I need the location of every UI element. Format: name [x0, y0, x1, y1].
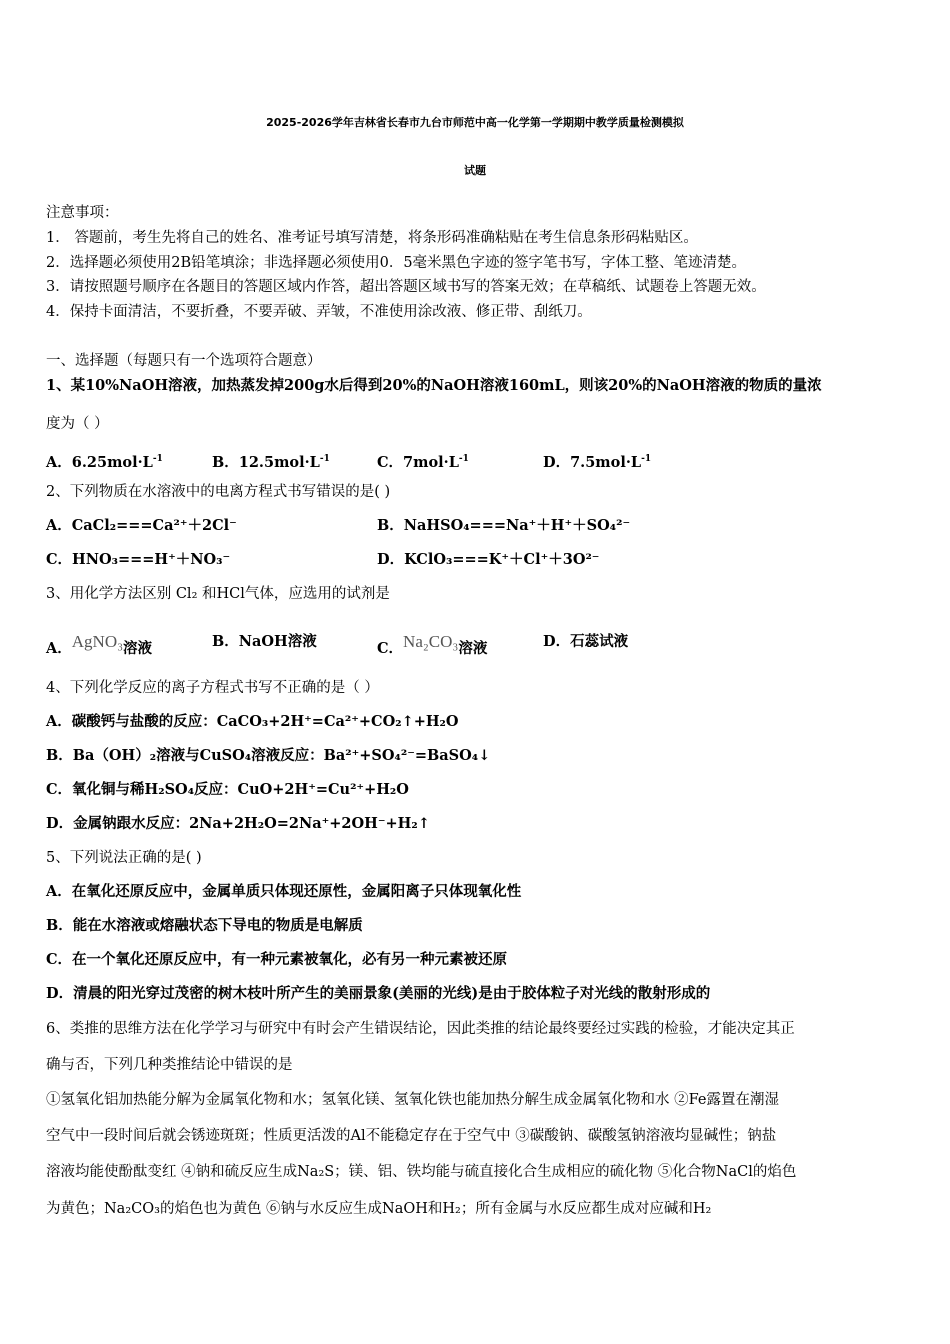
question-1-option-a: A．$6.25mol\cdot L^{-1}$ [46, 454, 163, 471]
question-6-statements: 空气中一段时间后就会锈迹斑斑；性质更活泼的Al不能稳定存在于空气中 ③碳酸钠、碳酸氢钠溶液均显碱性；钠盐 [46, 1128, 777, 1144]
question-5-stem: 5、下列说法正确的是( ) [46, 850, 202, 866]
question-2-option-d: D．KClO₃===K⁺＋Cl⁺＋3O²⁻ [377, 551, 600, 568]
notice-item: 4．保持卡面清洁，不要折叠，不要弄破、弄皱，不准使用涂改液、修正带、刮纸刀。 [46, 304, 592, 320]
notice-item: 3．请按照题号顺序在各题目的答题区域内作答，超出答题区域书写的答案无效；在草稿纸、试题卷上答题无效。 [46, 279, 766, 295]
question-5-option-b: B．能在水溶液或熔融状态下导电的物质是电解质 [46, 917, 363, 934]
question-2-option-b: B．NaHSO₄===Na⁺＋H⁺＋SO₄²⁻ [377, 517, 631, 534]
question-6-statements: ①氢氧化铝加热能分解为金属氧化物和水；氢氧化镁、氢氧化铁也能加热分解生成金属氧化物和水 ②Fe露置在潮湿 [46, 1092, 779, 1108]
notice-item: 1． 答题前，考生先将自己的姓名、准考证号填写清楚，将条形码准确粘贴在考生信息条形码粘贴区。 [46, 230, 698, 246]
section-heading: 一、选择题（每题只有一个选项符合题意） [46, 353, 322, 369]
question-5-option-c: C．在一个氧化还原反应中，有一种元素被氧化，必有另一种元素被还原 [46, 951, 508, 968]
question-5-option-a: A．在氧化还原反应中，金属单质只体现还原性，金属阳离子只体现氧化性 [46, 883, 522, 900]
question-4-option-d: D．金属钠跟水反应：2Na+2H₂O=2Na⁺+2OH⁻+H₂↑ [46, 815, 430, 832]
question-1-option-d: D．$7.5mol\cdot L^{-1}$ [543, 454, 652, 471]
question-2-stem: 2、下列物质在水溶液中的电离方程式书写错误的是( ) [46, 484, 391, 500]
question-3-stem: 3、用化学方法区别 Cl₂ 和HCl气体，应选用的试剂是 [46, 586, 390, 602]
question-3-option-d: D．石蕊试液 [543, 633, 629, 650]
question-1-stem-cont: 度为（ ） [46, 416, 109, 432]
question-4-option-a: A．碳酸钙与盐酸的反应：CaCO₃+2H⁺=Ca²⁺+CO₂↑+H₂O [46, 713, 459, 730]
question-6-stem-cont: 确与否，下列几种类推结论中错误的是 [46, 1057, 293, 1073]
question-4-stem: 4、下列化学反应的离子方程式书写不正确的是（ ） [46, 680, 379, 696]
page-title-line2: 试题 [464, 164, 486, 177]
question-1-stem: 1、某10%NaOH溶液，加热蒸发掉200g水后得到20%的NaOH溶液160mL，则该20%的NaOH溶液的物质的量浓 [46, 377, 822, 394]
question-2-option-c: C．HNO₃===H⁺＋NO₃⁻ [46, 551, 231, 568]
page-title: 2025-2026学年吉林省长春市九台市师范中高一化学第一学期期中教学质量检测模拟 [266, 116, 684, 129]
question-4-option-c: C．氧化铜与稀H₂SO₄反应：CuO+2H⁺=Cu²⁺+H₂O [46, 781, 409, 798]
notice-item: 2．选择题必须使用2B铅笔填涂；非选择题必须使用0．5毫米黑色字迹的签字笔书写，字体工整、笔迹清楚。 [46, 255, 747, 271]
question-1-option-c: C．$7mol\cdot L^{-1}$ [377, 454, 469, 471]
question-6-statements: 溶液均能使酚酞变红 ④钠和硫反应生成Na₂S；镁、铝、铁均能与硫直接化合生成相应的硫化物 ⑤化合物NaCl的焰色 [46, 1164, 797, 1180]
question-1-option-b: B．$12.5mol\cdot L^{-1}$ [212, 454, 330, 471]
question-4-option-b: B．Ba（OH）₂溶液与CuSO₄溶液反应：Ba²⁺+SO₄²⁻=BaSO₄↓ [46, 747, 491, 764]
notice-heading: 注意事项： [46, 205, 119, 221]
question-5-option-d: D．清晨的阳光穿过茂密的树木枝叶所产生的美丽景象(美丽的光线)是由于胶体粒子对光线的散射形成的 [46, 985, 711, 1002]
question-3-option-a: A．AgNO₃溶液 [46, 632, 153, 657]
question-2-option-a: A．CaCl₂===Ca²⁺＋2Cl⁻ [46, 517, 237, 534]
question-3-option-c: C．Na₂CO₃溶液 [377, 632, 488, 657]
question-6-statements: 为黄色；Na₂CO₃的焰色也为黄色 ⑥钠与水反应生成NaOH和H₂；所有金属与水反应都生成对应碱和H₂ [46, 1201, 712, 1217]
question-3-option-b: B．NaOH溶液 [212, 633, 317, 650]
question-6-stem: 6、类推的思维方法在化学学习与研究中有时会产生错误结论，因此类推的结论最终要经过实践的检验，才能决定其正 [46, 1021, 795, 1037]
